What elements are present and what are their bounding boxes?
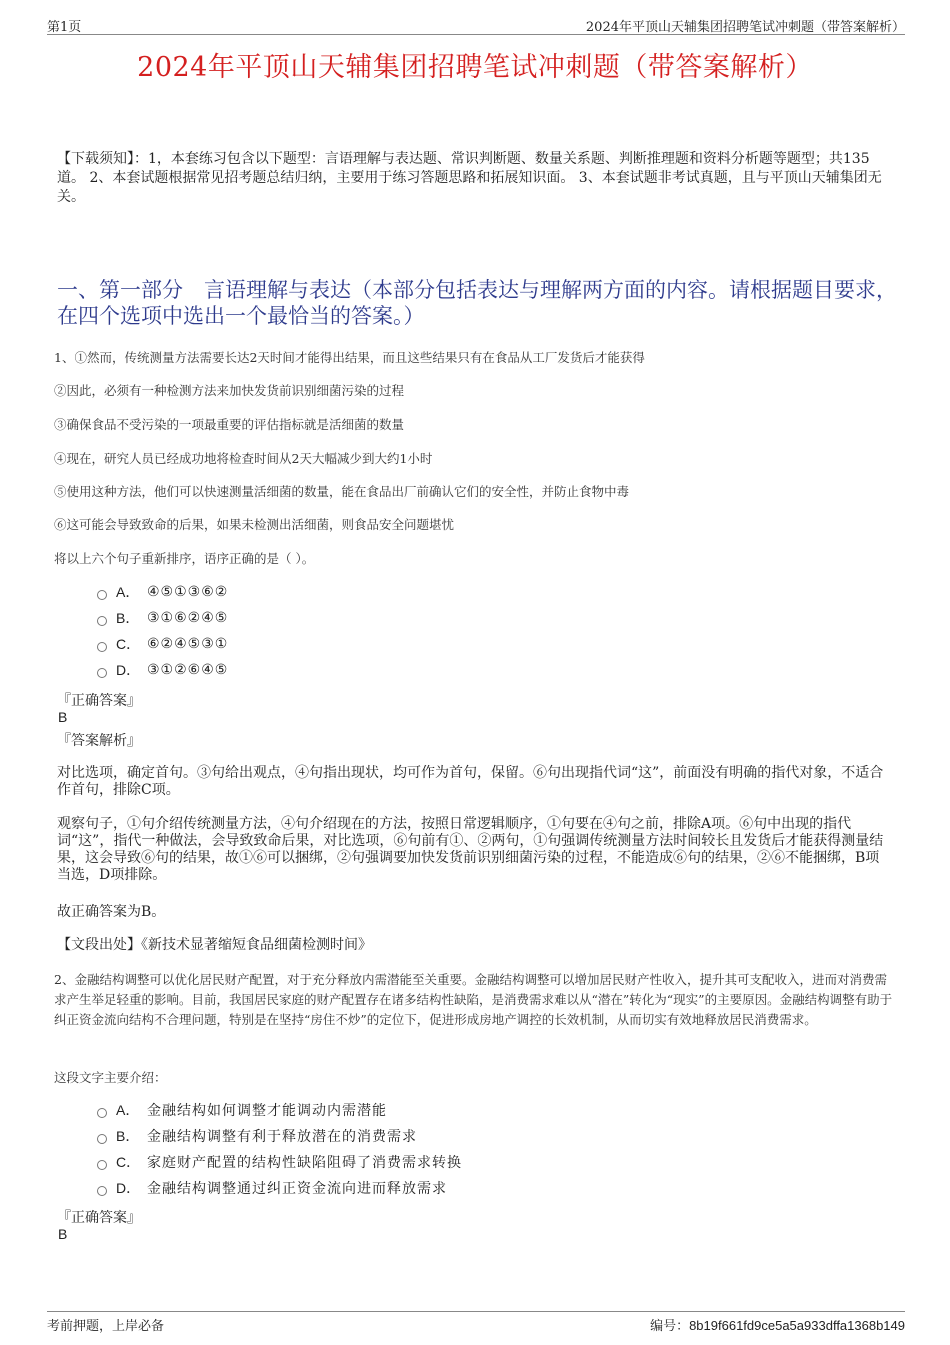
option-text: ④⑤①③⑥② (147, 584, 229, 600)
download-notice: 【下载须知】：1，本套练习包含以下题型：言语理解与表达题、常识判断题、数量关系题、判断推理题和资料分析题等题型；共135道。 2、本套试题根据常见招考题总结归纳，主要用于练习答题思路和拓展知识面。 3、本套试题非考试真题，且与平顶山天辅集团无关。 (57, 151, 882, 205)
q1-option-d[interactable] (97, 657, 228, 683)
option-letter: A． (116, 584, 140, 600)
option-letter: C． (116, 636, 141, 652)
q1-sentence-6: ⑥这可能会导致致命的后果，如果未检测出活细菌，则食品安全问题堪忧 (54, 517, 455, 532)
q2-option-c[interactable] (97, 1149, 462, 1175)
radio-icon[interactable] (97, 1134, 107, 1144)
option-text: ③①②⑥④⑤ (147, 662, 229, 678)
option-text: 金融结构调整通过纠正资金流向进而释放需求 (147, 1181, 447, 1197)
radio-icon[interactable] (97, 616, 107, 626)
q2-answer-label: 『正确答案』 (57, 1210, 141, 1226)
q1-source: 【文段出处】《新技术显著缩短食品细菌检测时间》 (57, 937, 372, 953)
q1-option-c[interactable] (97, 631, 228, 657)
q1-prompt: 将以上六个句子重新排序，语序正确的是（ ）。 (54, 551, 315, 566)
q1-answer-label: 『正确答案』 (57, 693, 141, 709)
code-value: 8b19f661fd9ce5a5a933dffa1368b149 (689, 1318, 905, 1333)
q1-sentence-1: 1、①然而，传统测量方法需要长达2天时间才能得出结果，而且这些结果只有在食品从工厂发货后才能获得 (54, 350, 645, 365)
option-letter: B． (116, 1128, 140, 1144)
q2-options (97, 1097, 462, 1201)
q1-option-a[interactable] (97, 579, 228, 605)
option-letter: C． (116, 1154, 141, 1170)
q2-answer: B (58, 1226, 68, 1242)
document-code (650, 1315, 905, 1334)
page-number: 第1页 (47, 20, 82, 35)
option-text: ③①⑥②④⑤ (147, 610, 229, 626)
radio-icon[interactable] (97, 1186, 107, 1196)
radio-icon[interactable] (97, 668, 107, 678)
option-letter: B． (116, 610, 140, 626)
q2-option-b[interactable] (97, 1123, 462, 1149)
q1-sentence-3: ③确保食品不受污染的一项最重要的评估指标就是活细菌的数量 (54, 417, 405, 432)
q2-option-a[interactable] (97, 1097, 462, 1123)
running-title: 2024年平顶山天辅集团招聘笔试冲刺题（带答案解析） (585, 20, 905, 35)
q1-sentence-4: ④现在，研究人员已经成功地将检查时间从2天大幅减少到大约1小时 (54, 451, 433, 466)
document-title: 2024年平顶山天辅集团招聘笔试冲刺题（带答案解析） (137, 52, 813, 83)
radio-icon[interactable] (97, 1160, 107, 1170)
option-text: 金融结构调整有利于释放潜在的消费需求 (147, 1129, 417, 1145)
option-text: ⑥②④⑤③① (147, 636, 229, 652)
q2-option-d[interactable] (97, 1175, 462, 1201)
q1-option-b[interactable] (97, 605, 228, 631)
q1-sentence-5: ⑤使用这种方法，他们可以快速测量活细菌的数量，能在食品出厂前确认它们的安全性，并防止食物中毒 (54, 484, 630, 499)
option-letter: A． (116, 1102, 140, 1118)
radio-icon[interactable] (97, 590, 107, 600)
q1-analysis-paragraph-1: 对比选项，确定首句。③句给出观点，④句指出现状，均可作为首句，保留。⑥句出现指代词“这”，前面没有明确的指代对象，不适合作首句，排除C项。 (57, 765, 884, 798)
q1-options (97, 579, 228, 683)
page-header (47, 14, 905, 35)
section-heading: 一、第一部分 言语理解与表达（本部分包括表达与理解两方面的内容。请根据题目要求，在四个选项中选出一个最恰当的答案。） (57, 278, 897, 328)
q1-analysis-paragraph-3: 故正确答案为B。 (57, 904, 166, 920)
page-footer (47, 1311, 905, 1337)
code-label: 编号： (650, 1319, 690, 1334)
q1-sentence-2: ②因此，必须有一种检测方法来加快发货前识别细菌污染的过程 (54, 383, 405, 398)
radio-icon[interactable] (97, 1108, 107, 1118)
option-text: 金融结构如何调整才能调动内需潜能 (147, 1103, 387, 1119)
q1-analysis-label: 『答案解析』 (57, 733, 141, 749)
footer-slogan: 考前押题，上岸必备 (47, 1319, 165, 1334)
option-letter: D． (116, 662, 141, 678)
radio-icon[interactable] (97, 642, 107, 652)
q1-analysis-paragraph-2: 观察句子，①句介绍传统测量方法，④句介绍现在的方法，按照日常逻辑顺序，①句要在④句之前，排除A项。⑥句中出现的指代词“这”，指代一种做法，会导致致命后果，对比选项，⑥句前有①、②两句，①句强调传统测量方法时间较长且发货后才能获得测量结果，这会导致⑥句的结果，故①⑥可以捆绑，②句强调要加快发货前识别细菌污染的过程，不能造成⑥句的结果，②⑥不能捆绑，B项当选，D项排除。 (57, 816, 884, 883)
option-text: 家庭财产配置的结构性缺陷阻碍了消费需求转换 (147, 1155, 462, 1171)
q2-stem: 2、金融结构调整可以优化居民财产配置，对于充分释放内需潜能至关重要。金融结构调整可以增加居民财产性收入，提升其可支配收入，进而对消费需求产生举足轻重的影响。目前，我国居民家庭的财产配置存在诸多结构性缺陷，是消费需求难以从“潜在”转化为“现实”的主要原因。金融结构调整有助于纠正资金流向结构不合理问题，特别是在坚持“房住不炒”的定位下，促进形成房地产调控的长效机制，从而切实有效地释放居民消费需求。 (54, 972, 893, 1027)
option-letter: D． (116, 1180, 141, 1196)
q2-prompt: 这段文字主要介绍： (54, 1070, 167, 1085)
q1-answer: B (58, 709, 68, 725)
